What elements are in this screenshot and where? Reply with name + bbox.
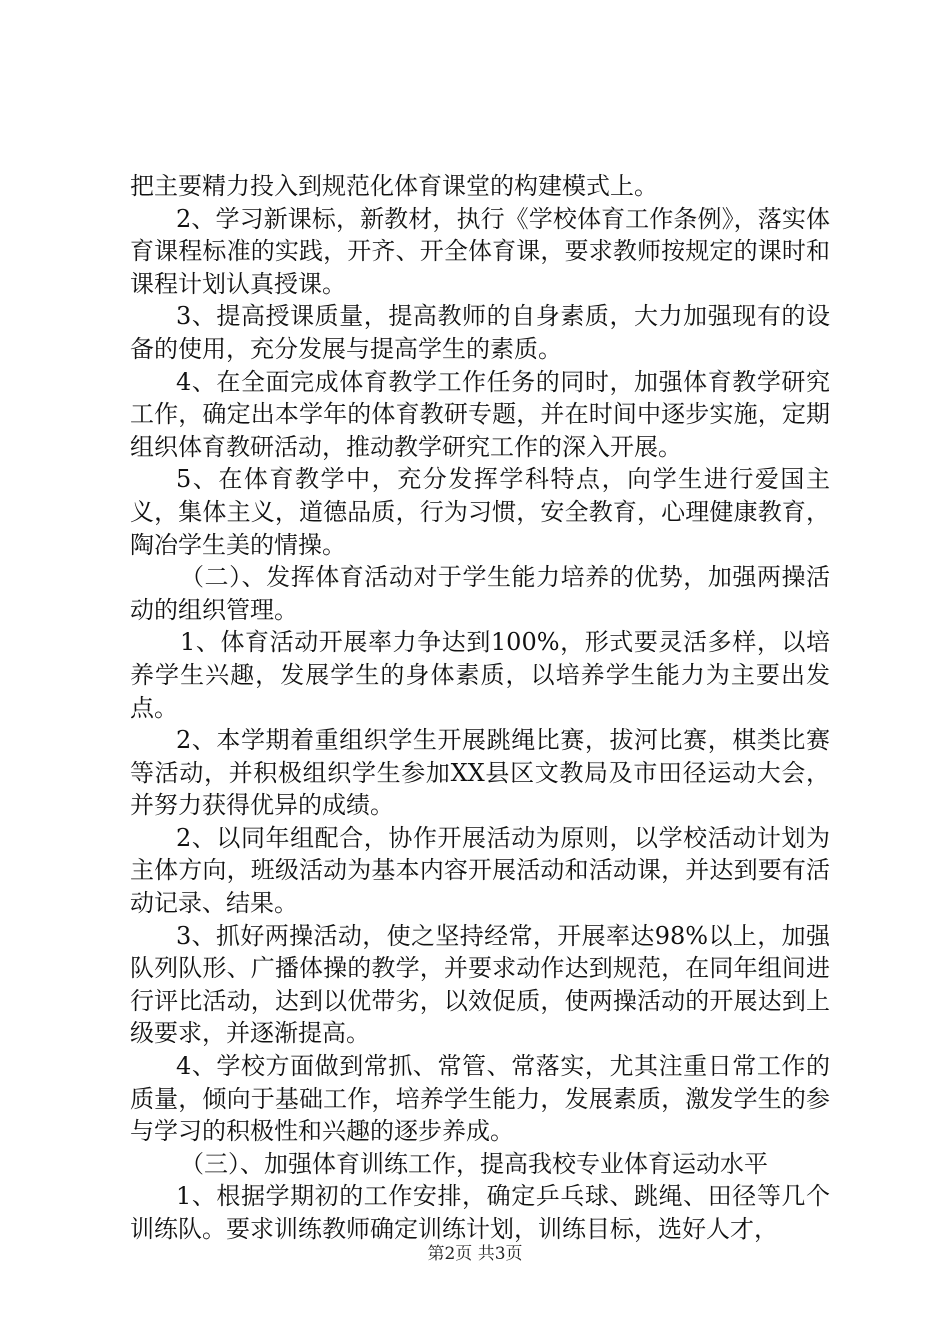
document-body (130, 170, 830, 1246)
paragraph-9: 2、以同年组配合，协作开展活动为原则，以学校活动计划为主体方向，班级活动为基本内容开展活动和活动课，并达到要有活动记录、结果。 (130, 823, 830, 918)
paragraph-8: 2、本学期着重组织学生开展跳绳比赛，拔河比赛，棋类比赛等活动，并积极组织学生参加XX县区文教局及市田径运动大会，并努力获得优异的成绩。 (130, 726, 830, 820)
section-heading-3: （三）、加强体育训练工作，提高我校专业体育运动水平 (180, 1149, 768, 1178)
paragraph-4: 4、在全面完成体育教学工作任务的同时，加强体育教学研究工作，确定出本学年的体育教研专题，并在时间中逐步实施，定期组织体育教研活动，推动教学研究工作的深入开展。 (130, 367, 830, 461)
paragraph-5: 5、在体育教学中，充分发挥学科特点，向学生进行爱国主义，集体主义，道德品质，行为习惯，安全教育，心理健康教育，陶冶学生美的情操。 (130, 465, 830, 559)
paragraph-11: 4、学校方面做到常抓、常管、常落实，尤其注重日常工作的质量，倾向于基础工作，培养学生能力，发展素质，激发学生的参与学习的积极性和兴趣的逐步养成。 (130, 1052, 830, 1146)
paragraph-10: 3、抓好两操活动，使之坚持经常，开展率达98%以上，加强队列队形、广播体操的教学，并要求动作达到规范，在同年组间进行评比活动，达到以优带劣，以效促质，使两操活动的开展达到上级要求，并逐渐提高。 (130, 921, 830, 1048)
page-number-footer: 第2页 共3页 (427, 1244, 523, 1264)
section-heading-2: （二）、发挥体育活动对于学生能力培养的优势，加强两操活动的组织管理。 (130, 563, 830, 624)
paragraph-7: 1、体育活动开展率力争达到100%，形式要灵活多样，以培养学生兴趣，发展学生的身体素质，以培养学生能力为主要出发点。 (130, 628, 830, 722)
paragraph-13: 1、根据学期初的工作安排，确定乒乓球、跳绳、田径等几个训练队。要求训练教师确定训练计划，训练目标，选好人才， (130, 1182, 830, 1243)
paragraph-2: 2、学习新课标，新教材，执行《学校体育工作条例》，落实体育课程标准的实践，开齐、开全体育课，要求教师按规定的课时和课程计划认真授课。 (130, 204, 830, 298)
paragraph-3: 3、提高授课质量，提高教师的自身素质，大力加强现有的设备的使用，充分发展与提高学生的素质。 (130, 302, 830, 363)
paragraph-1: 把主要精力投入到规范化体育课堂的构建模式上。 (130, 172, 658, 200)
